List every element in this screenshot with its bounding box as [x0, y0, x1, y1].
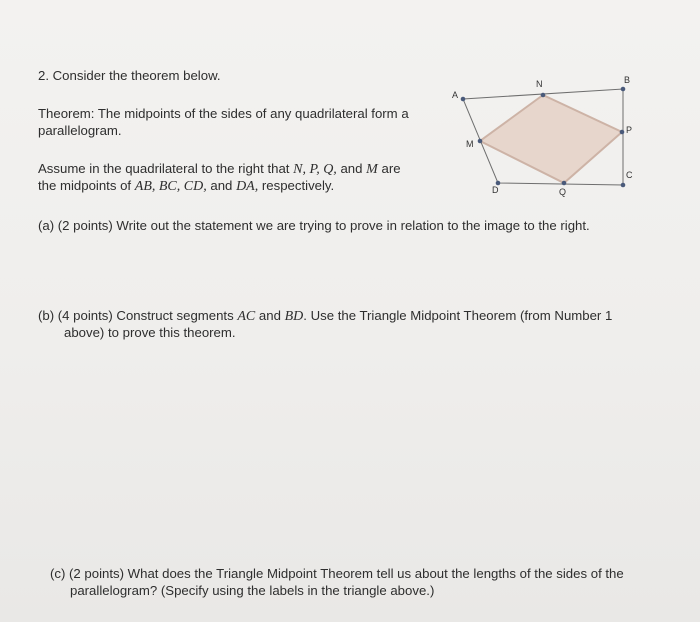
- label-m: M: [466, 139, 474, 149]
- part-c-line-1: (c) (2 points) What does the Triangle Midpoint Theorem tell us about the lengths of the sides of the: [50, 566, 624, 581]
- midpoint-parallelogram: [480, 95, 622, 183]
- part-b-math: BD: [284, 309, 304, 324]
- theorem-line-1: Theorem: The midpoints of the sides of any quadrilateral form a: [38, 106, 409, 121]
- label-a: A: [452, 90, 459, 100]
- assume-text: the midpoints of: [38, 178, 135, 193]
- point-a: [461, 97, 466, 102]
- quadrilateral-figure: [440, 70, 660, 200]
- part-b-text: (b) (4 points) Construct segments: [38, 308, 238, 323]
- assume-text: are: [377, 161, 401, 176]
- quadrilateral-diagram: [440, 70, 660, 200]
- part-c-line-2: parallelogram? (Specify using the labels in the triangle above.): [70, 583, 435, 598]
- label-p: P: [626, 125, 633, 135]
- label-c: C: [626, 170, 633, 180]
- assume-text: Assume in the quadrilateral to the right that: [38, 161, 294, 176]
- assume-text: respectively.: [258, 178, 335, 193]
- assume-math: N, P, Q,: [293, 162, 337, 177]
- assume-math: M: [366, 162, 378, 177]
- part-b-text: and: [255, 308, 285, 323]
- point-q: [562, 181, 567, 186]
- assume-math: DA,: [236, 179, 259, 194]
- label-b: B: [624, 75, 631, 85]
- point-p: [620, 130, 625, 135]
- part-b-text: . Use the Triangle Midpoint Theorem (from Number 1: [303, 308, 613, 323]
- theorem-line-2: parallelogram.: [38, 123, 122, 138]
- point-c: [621, 183, 626, 188]
- label-n: N: [536, 79, 543, 89]
- part-b-line-1: [38, 307, 612, 325]
- assume-line-1: [38, 160, 401, 178]
- assume-math: AB, BC, CD,: [134, 179, 207, 194]
- point-n: [541, 93, 546, 98]
- part-b-math: AC: [237, 309, 256, 324]
- assume-line-2: [38, 177, 334, 195]
- assume-text: and: [206, 178, 237, 193]
- part-a: (a) (2 points) Write out the statement we are trying to prove in relation to the image to the right.: [38, 218, 590, 233]
- label-d: D: [492, 185, 499, 195]
- problem-heading: 2. Consider the theorem below.: [38, 68, 221, 83]
- part-b-line-2: above) to prove this theorem.: [64, 325, 236, 340]
- label-q: Q: [559, 187, 567, 197]
- point-m: [478, 139, 483, 144]
- point-b: [621, 87, 626, 92]
- assume-text: and: [336, 161, 367, 176]
